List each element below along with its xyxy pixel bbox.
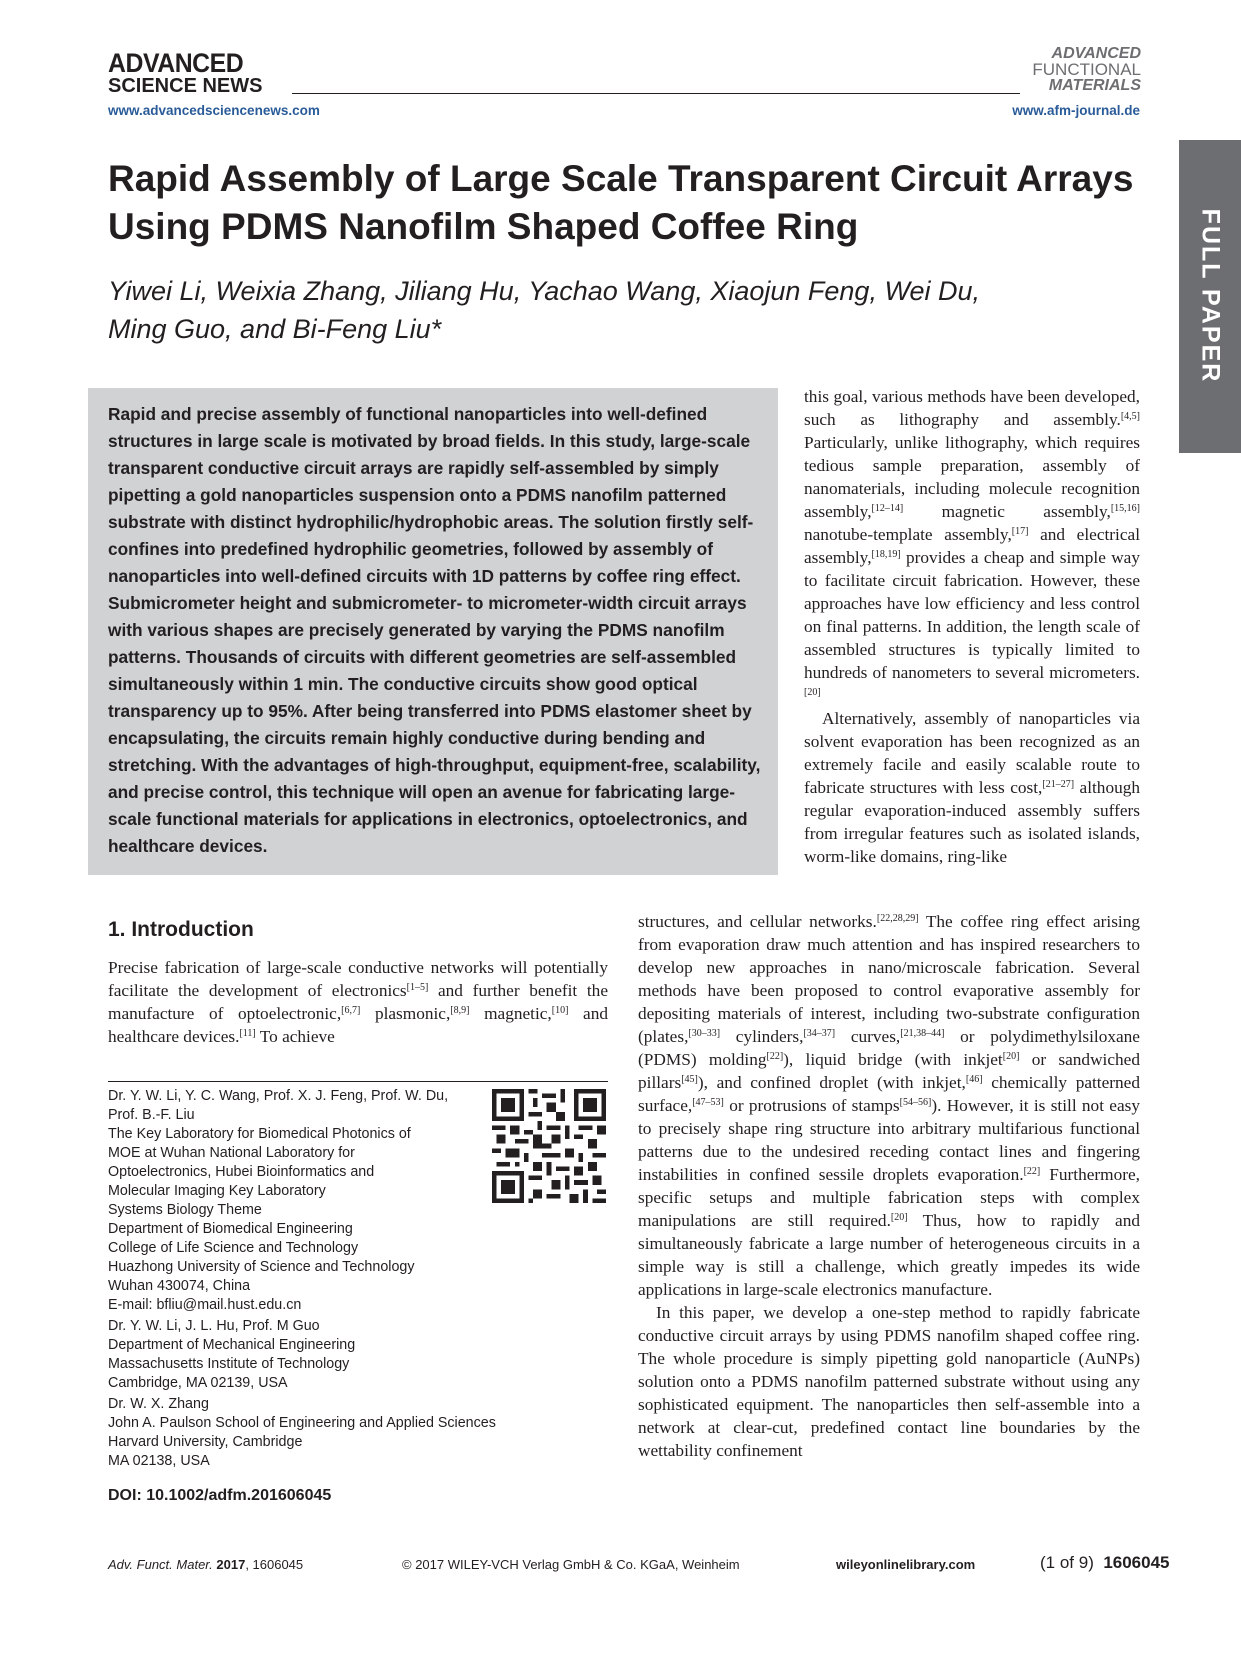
author-list — [108, 272, 1068, 348]
affiliation-line: John A. Paulson School of Engineering and Applied Sciences — [108, 1415, 496, 1431]
affiliation-line: Optoelectronics, Hubei Bioinformatics and — [108, 1164, 375, 1180]
affiliation-line: Systems Biology Theme — [108, 1202, 262, 1218]
reference-citation[interactable]: [12–14] — [871, 503, 904, 514]
title-line-2: Using PDMS Nanofilm Shaped Coffee Ring — [108, 206, 859, 247]
affiliation-line: Wuhan 430074, China — [108, 1278, 251, 1294]
authors-line-1: Yiwei Li, Weixia Zhang, Jiliang Hu, Yachao Wang, Xiaojun Feng, Wei Du, — [108, 276, 980, 306]
footer-page-number: (1 of 9) 1606045 — [1040, 1553, 1170, 1572]
affiliation-rule — [108, 1081, 608, 1082]
paragraph-alternatively: Alternatively, assembly of nanoparticles via solvent evaporation has been recognized as an extremely facile and easily scalable route to fabricate structures with less cost,[21–27] although regular evaporation-induced assembly suffers from irregular features such as isolated islands, worm-like domains, ring-like — [804, 709, 1141, 866]
reference-citation[interactable]: [46] — [965, 1074, 983, 1085]
reference-citation[interactable]: [21,38–44] — [900, 1028, 945, 1039]
afm-logo-line1: ADVANCED — [1051, 45, 1141, 62]
doi-link[interactable]: DOI: 10.1002/adfm.201606045 — [108, 1487, 332, 1504]
reference-citation[interactable]: [45] — [681, 1074, 698, 1085]
reference-citation[interactable]: [47–53] — [692, 1097, 724, 1108]
affiliation-line: Cambridge, MA 02139, USA — [108, 1375, 288, 1391]
reference-citation[interactable]: [20] — [804, 687, 821, 698]
reference-citation[interactable]: [22] — [766, 1051, 784, 1062]
reference-citation[interactable]: [18,19] — [871, 549, 901, 560]
asn-logo-science-news: SCIENCE NEWS — [108, 75, 263, 97]
reference-citation[interactable]: [34–37] — [803, 1028, 836, 1039]
affiliation-block-3 — [108, 1395, 496, 1471]
affiliation-line: MOE at Wuhan National Laboratory for — [108, 1145, 355, 1161]
abstract-text: Rapid and precise assembly of functional nanoparticles into well-defined structures in large scale is motivated by broad fields. In this study, large-scale transparent conductive circuit arrays are rapidly self-assembled by simply pipetting a gold nanoparticles suspension onto a PDMS nanofilm patterned substrate with distinct hydrophilic/hydrophobic areas. The solution firstly self-confines into predefined hydrophilic geometries, followed by assembly of nanoparticles into well-defined circuits with 1D patterns by coffee ring effect. Submicrometer height and submicrometer- to micrometer-width circuit arrays with various shapes are precisely generated by varying the PDMS nanofilm patterns. Thousands of circuits with different geometries are self-assembled simultaneously within 1 min. The conductive circuits show good optical transparency up to 95%. After being transferred into PDMS elastomer sheet by encapsulating, the circuits remain highly conductive during bending and stretching. With the advantages of high-throughput, equipment-free, scalability, and precise control, this technique will open an avenue for fabricating large-scale functional materials for applications in electronics, optoelectronics, and healthcare devices. — [108, 404, 761, 856]
reference-citation[interactable]: [6,7] — [341, 1005, 361, 1016]
email-link[interactable]: E-mail: bfliu@mail.hust.edu.cn — [108, 1297, 302, 1313]
authors-line-2: Ming Guo, and Bi-Feng Liu* — [108, 314, 442, 344]
article-title — [108, 155, 1148, 251]
affiliation-line: Dr. Y. W. Li, J. L. Hu, Prof. M Guo — [108, 1318, 320, 1334]
affiliation-line: Prof. B.-F. Liu — [108, 1107, 195, 1123]
reference-citation[interactable]: [20] — [890, 1212, 908, 1223]
reference-citation[interactable]: [10] — [551, 1005, 569, 1016]
affiliation-line: Massachusetts Institute of Technology — [108, 1356, 350, 1372]
footer-copyright: © 2017 WILEY-VCH Verlag GmbH & Co. KGaA, Weinheim — [402, 1557, 740, 1572]
reference-citation[interactable]: [20] — [1002, 1051, 1020, 1062]
reference-citation[interactable]: [15,16] — [1110, 503, 1140, 514]
footer-website-link[interactable]: wileyonlinelibrary.com — [836, 1557, 976, 1572]
reference-citation[interactable]: [22] — [1023, 1166, 1041, 1177]
reference-citation[interactable]: [11] — [239, 1028, 256, 1039]
affiliations — [108, 1087, 496, 1473]
affiliation-line: MA 02138, USA — [108, 1453, 210, 1469]
qr-code-icon[interactable] — [492, 1089, 606, 1203]
footer-journal-citation: Adv. Funct. Mater. 2017, 1606045 — [108, 1557, 304, 1572]
affiliation-block-2 — [108, 1317, 488, 1393]
paragraph-methods: this goal, various methods have been developed, such as lithography and assembly.[4,5] Particularly, unlike lithography, which requires tedious sample preparation, assembly of nanomaterials, including molecule recognition assembly,[12–14] magnetic assembly,[15,16] nanotube-template assembly,[17] and electrical assembly,[18,19] provides a cheap and simple way to facilitate circuit fabrication. However, these approaches have low efficiency and less control on final patterns. In addition, the length scale of assembled structures is typically limited to hundreds of nanometers to several micrometers.[20] — [804, 387, 1140, 698]
reference-citation[interactable]: [1–5] — [406, 982, 429, 993]
affiliation-line: Harvard University, Cambridge — [108, 1434, 303, 1450]
introduction-paragraph: Precise fabrication of large-scale conductive networks will potentially facilitate the development of electronics[1–5] and further benefit the manufacture of optoelectronic,[6,7] plasmonic,[8,9] magnetic,[10] and healthcare devices.[11] To achieve — [108, 958, 608, 1046]
affiliation-line: The Key Laboratory for Biomedical Photonics of — [108, 1126, 411, 1142]
title-line-1: Rapid Assembly of Large Scale Transparent Circuit Arrays — [108, 158, 1134, 199]
reference-citation[interactable]: [22,28,29] — [876, 913, 919, 924]
asn-logo-advanced: ADVANCED — [108, 48, 244, 78]
reference-citation[interactable]: [54–56] — [899, 1097, 932, 1108]
reference-citation[interactable]: [4,5] — [1120, 411, 1140, 422]
reference-citation[interactable]: [30–33] — [688, 1028, 721, 1039]
reference-citation[interactable]: [17] — [1011, 526, 1029, 537]
reference-citation[interactable]: [8,9] — [450, 1005, 470, 1016]
affiliation-line: Molecular Imaging Key Laboratory — [108, 1183, 326, 1199]
paragraph-in-this-paper: In this paper, we develop a one-step method to rapidly fabricate conductive circuit arrays by using PDMS nanofilm shaped coffee ring. The whole procedure is simply pipetting gold nanoparticle (AuNPs) solution onto a PDMS nanofilm patterned substrate without using any sophisticated equipment. The nanoparticles then self-assemble into a network at clear-cut, predefined contact line boundaries by the wettability confinement — [638, 1303, 1140, 1460]
right-column-top — [804, 385, 1140, 868]
afm-logo-line3: MATERIALS — [1048, 77, 1141, 94]
affiliation-line: Department of Mechanical Engineering — [108, 1337, 356, 1353]
affiliation-line: Dr. W. X. Zhang — [108, 1396, 209, 1412]
section-heading-introduction: 1. Introduction — [108, 918, 254, 941]
afm-url-link[interactable]: www.afm-journal.de — [1012, 103, 1140, 118]
asn-url-link[interactable]: www.advancedsciencenews.com — [108, 103, 320, 118]
afm-logo-line2: FUNCTIONAL — [1032, 60, 1141, 79]
afm-logo — [1032, 46, 1141, 94]
affiliation-line: College of Life Science and Technology — [108, 1240, 359, 1256]
header-rule — [292, 93, 1020, 94]
reference-citation[interactable]: [21–27] — [1042, 779, 1075, 790]
full-paper-side-tab — [1179, 140, 1241, 453]
affiliation-block-1 — [108, 1087, 488, 1315]
right-column-main — [638, 910, 1140, 1462]
affiliation-line: Dr. Y. W. Li, Y. C. Wang, Prof. X. J. Feng, Prof. W. Du, — [108, 1088, 449, 1104]
side-tab-label: FULL PAPER — [1196, 208, 1225, 384]
affiliation-line: Huazhong University of Science and Technology — [108, 1259, 415, 1275]
paragraph-coffee-ring: structures, and cellular networks.[22,28,29] The coffee ring effect arising from evaporation draw much attention and has inspired researchers to develop new approaches in nano/microscale fabrication. Several methods have been proposed to control evaporative assembly for depositing materials of interest, including two-substrate configuration (plates,[30–33] cylinders,[34–37] curves,[21,38–44] or polydimethylsiloxane (PDMS) molding[22]), liquid bridge (with inkjet[20] or sandwiched pillars[45]), and confined droplet (with inkjet,[46] chemically patterned surface,[47–53] or protrusions of stamps[54–56]). However, it is still not easy to precisely shape ring structure into arbitrary multifarious functional patterns due to the undesired receding contact lines and fingering instabilities in confined sessile droplets evaporation.[22] Furthermore, specific setups and multiple fabrication steps with complex manipulations are still required.[20] Thus, how to rapidly and simultaneously fabricate a large number of heterogeneous circuits in a simple way is still a challenge, which greatly impedes its wide applications in large-scale electronics manufacture. — [638, 912, 1141, 1299]
affiliation-line: Department of Biomedical Engineering — [108, 1221, 353, 1237]
